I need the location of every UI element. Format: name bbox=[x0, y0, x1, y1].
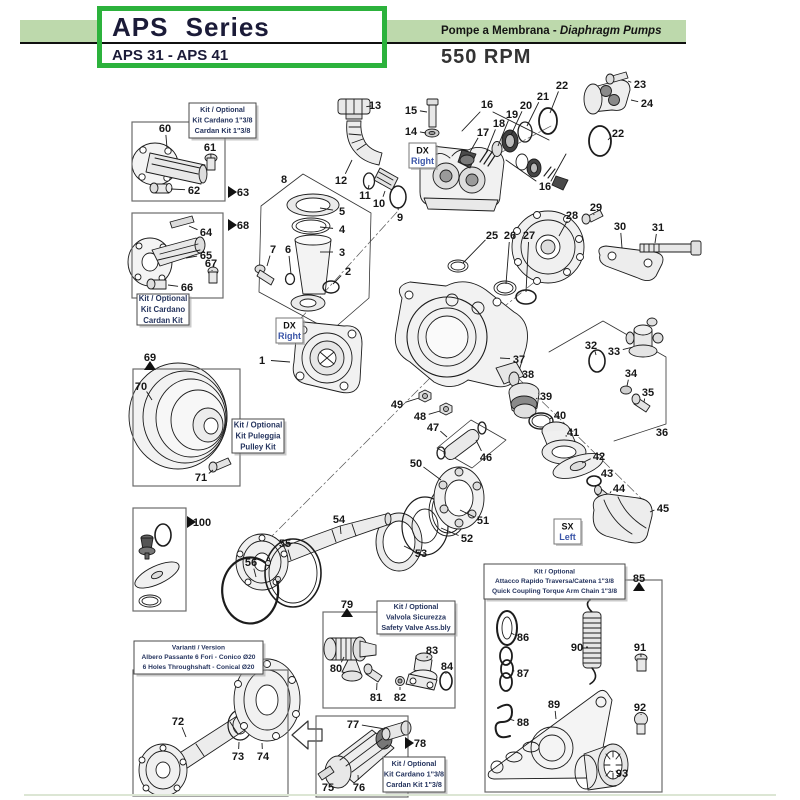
leader-line bbox=[550, 91, 558, 113]
leader-line bbox=[506, 242, 509, 284]
part-number-82: 82 bbox=[393, 692, 407, 704]
leader-line bbox=[440, 431, 447, 437]
leader-line bbox=[621, 233, 622, 248]
leader-line bbox=[189, 226, 198, 230]
part-number-45: 45 bbox=[656, 503, 670, 515]
bearing-stack-art bbox=[376, 467, 484, 571]
leader-line bbox=[627, 380, 628, 386]
part-number-89: 89 bbox=[547, 699, 561, 711]
part-number-18: 18 bbox=[492, 118, 506, 130]
part-number-48: 48 bbox=[413, 411, 427, 423]
side-label-word: Right bbox=[411, 156, 434, 166]
kit-box-label: Kit / Optional bbox=[138, 293, 188, 303]
part-number-34: 34 bbox=[624, 368, 638, 380]
part-number-38: 38 bbox=[521, 369, 535, 381]
kit-arrow-marker bbox=[228, 219, 237, 231]
leader-line bbox=[320, 227, 333, 228]
kit-arrow-marker bbox=[405, 737, 414, 749]
part-number-86: 86 bbox=[516, 632, 530, 644]
part-number-84: 84 bbox=[440, 661, 454, 673]
part-number-62: 62 bbox=[187, 185, 201, 197]
part-number-40: 40 bbox=[553, 410, 567, 422]
bearing-flange-art bbox=[512, 210, 701, 285]
part-number-24: 24 bbox=[640, 98, 654, 110]
leader-line bbox=[271, 360, 290, 362]
part-number-6: 6 bbox=[284, 244, 292, 256]
suction-elbow-art bbox=[338, 99, 406, 208]
kit-box-label: 6 Holes Throughshaft - Conical Ø20 bbox=[142, 664, 255, 671]
leader-line bbox=[168, 285, 178, 286]
part-number-93: 93 bbox=[615, 768, 629, 780]
leader-line bbox=[345, 160, 352, 174]
part-number-63: 63 bbox=[236, 187, 250, 199]
part-number-42: 42 bbox=[592, 451, 606, 463]
part-number-23: 23 bbox=[633, 79, 647, 91]
pulley-art bbox=[129, 363, 231, 472]
leader-line bbox=[383, 191, 385, 197]
leader-line bbox=[362, 725, 385, 729]
part-number-67: 67 bbox=[204, 258, 218, 270]
leader-line bbox=[463, 240, 486, 263]
part-number-69: 69 bbox=[143, 352, 157, 364]
part-number-64: 64 bbox=[199, 227, 213, 239]
diagram-artwork bbox=[128, 72, 701, 796]
part-number-10: 10 bbox=[372, 198, 386, 210]
product-line-label bbox=[441, 25, 661, 37]
part-number-47: 47 bbox=[426, 422, 440, 434]
leader-line bbox=[429, 411, 440, 414]
leader-line bbox=[631, 100, 638, 102]
part-number-55: 55 bbox=[278, 538, 292, 550]
leader-line bbox=[423, 467, 441, 480]
part-number-74: 74 bbox=[256, 751, 270, 763]
part-number-20: 20 bbox=[519, 100, 533, 112]
part-number-53: 53 bbox=[414, 548, 428, 560]
kit-box-label: Kit / Optional bbox=[393, 602, 439, 612]
kit-box-label: Quick Coupling Torque Arm Chain 1"3/8 bbox=[491, 588, 618, 595]
leader-line bbox=[289, 256, 291, 274]
valve-kit-art bbox=[131, 524, 182, 607]
side-label-word: Left bbox=[559, 532, 576, 542]
part-number-88: 88 bbox=[516, 717, 530, 729]
part-number-7: 7 bbox=[269, 244, 277, 256]
part-number-70: 70 bbox=[134, 381, 148, 393]
piston-pin-art bbox=[437, 420, 506, 468]
part-number-16: 16 bbox=[480, 99, 494, 111]
leader-line bbox=[644, 398, 645, 402]
kit-box-label: Valvola Sicurezza bbox=[386, 612, 446, 622]
series-subtitle: APS 31 - APS 41 bbox=[112, 47, 229, 64]
side-label-code: DX bbox=[283, 320, 296, 331]
part-number-51: 51 bbox=[476, 515, 490, 527]
part-number-8: 8 bbox=[280, 174, 288, 186]
part-number-56: 56 bbox=[244, 557, 258, 569]
part-number-32: 32 bbox=[584, 340, 598, 352]
part-number-81: 81 bbox=[369, 692, 383, 704]
part-number-83: 83 bbox=[425, 645, 439, 657]
kit-arrow-marker bbox=[228, 186, 237, 198]
side-label-code: SX bbox=[561, 521, 574, 532]
part-number-80: 80 bbox=[329, 663, 343, 675]
kit-box-label: Varianti / Version bbox=[171, 644, 226, 652]
part-number-60: 60 bbox=[158, 123, 172, 135]
through-shaft-art bbox=[139, 659, 322, 796]
part-number-68: 68 bbox=[236, 220, 250, 232]
page-title: APS Series bbox=[112, 12, 270, 42]
side-label-code: DX bbox=[416, 145, 429, 156]
kit-box-label: Kit / Optional bbox=[233, 420, 283, 430]
kit-box-label: Kit Puleggia bbox=[235, 431, 281, 441]
part-number-1: 1 bbox=[258, 355, 266, 367]
kit-box-label: Kit / Optional bbox=[200, 105, 245, 115]
part-number-90: 90 bbox=[570, 642, 584, 654]
part-number-15: 15 bbox=[404, 105, 418, 117]
kit-box-label: Attacco Rapido Traversa/Catena 1"3/8 bbox=[495, 578, 614, 586]
part-number-41: 41 bbox=[566, 427, 580, 439]
part-number-76: 76 bbox=[352, 782, 366, 794]
pump-body-art bbox=[395, 282, 527, 415]
part-number-29: 29 bbox=[589, 202, 603, 214]
part-number-28: 28 bbox=[565, 210, 579, 222]
part-number-22: 22 bbox=[611, 128, 625, 140]
part-number-36: 36 bbox=[655, 427, 669, 439]
leader-line bbox=[368, 185, 369, 189]
kit-box-label: Cardan Kit 1"3/8 bbox=[386, 779, 442, 789]
part-number-35: 35 bbox=[641, 387, 655, 399]
part-number-75: 75 bbox=[321, 782, 335, 794]
part-number-26: 26 bbox=[503, 230, 517, 242]
region-box bbox=[133, 508, 186, 611]
kit-box-label: Albero Passante 6 Fori - Conico Ø20 bbox=[141, 654, 256, 662]
leader-line bbox=[476, 440, 481, 451]
kit-box-label: Kit Cardano 1"3/8 bbox=[192, 115, 253, 125]
part-number-30: 30 bbox=[613, 221, 627, 233]
part-number-100: 100 bbox=[192, 517, 212, 529]
part-number-72: 72 bbox=[171, 716, 185, 728]
leader-line bbox=[500, 358, 510, 359]
part-number-13: 13 bbox=[368, 100, 382, 112]
part-number-2: 2 bbox=[344, 266, 352, 278]
part-number-19: 19 bbox=[505, 109, 519, 121]
kit-box-label: Pulley Kit bbox=[240, 442, 276, 452]
part-number-44: 44 bbox=[612, 483, 626, 495]
leader-line bbox=[550, 418, 552, 419]
part-number-73: 73 bbox=[231, 751, 245, 763]
part-number-43: 43 bbox=[600, 468, 614, 480]
leader-line bbox=[171, 189, 185, 190]
leader-line bbox=[182, 727, 186, 737]
part-number-39: 39 bbox=[539, 391, 553, 403]
kit-box-label: Cardan Kit bbox=[143, 315, 183, 325]
part-number-50: 50 bbox=[409, 458, 423, 470]
leader-line bbox=[610, 491, 611, 493]
part-number-87: 87 bbox=[516, 668, 530, 680]
part-number-79: 79 bbox=[340, 599, 354, 611]
part-number-49: 49 bbox=[390, 399, 404, 411]
part-number-66: 66 bbox=[180, 282, 194, 294]
part-number-71: 71 bbox=[194, 472, 208, 484]
product-line-en: Diaphragm Pumps bbox=[559, 25, 662, 37]
part-number-14: 14 bbox=[404, 126, 418, 138]
part-number-21: 21 bbox=[536, 91, 550, 103]
part-number-31: 31 bbox=[651, 222, 665, 234]
product-line-it: Pompe a Membrana - bbox=[441, 25, 560, 37]
leader-line bbox=[420, 111, 427, 112]
kit-box-label: Kit / Optional bbox=[533, 568, 576, 576]
leader-line bbox=[406, 398, 419, 402]
part-number-9: 9 bbox=[396, 212, 404, 224]
part-number-33: 33 bbox=[607, 346, 621, 358]
part-number-16: 16 bbox=[538, 181, 552, 193]
part-number-46: 46 bbox=[479, 452, 493, 464]
part-number-77: 77 bbox=[346, 719, 360, 731]
leader-line bbox=[655, 234, 656, 243]
side-label-word: Right bbox=[278, 331, 301, 341]
part-number-25: 25 bbox=[485, 230, 499, 242]
part-number-54: 54 bbox=[332, 514, 346, 526]
leader-line bbox=[555, 711, 556, 719]
part-number-3: 3 bbox=[338, 247, 346, 259]
part-number-92: 92 bbox=[633, 702, 647, 714]
part-number-37: 37 bbox=[512, 354, 526, 366]
part-number-78: 78 bbox=[413, 738, 427, 750]
outlet-fitting-art bbox=[549, 318, 669, 441]
part-number-4: 4 bbox=[338, 224, 346, 236]
quick-coupling-art bbox=[488, 600, 647, 790]
part-number-52: 52 bbox=[460, 533, 474, 545]
part-number-65: 65 bbox=[199, 250, 213, 262]
part-number-22: 22 bbox=[555, 80, 569, 92]
kit-box-label: Safety Valve Ass.bly bbox=[381, 622, 451, 632]
kit-box-label: Cardan Kit 1"3/8 bbox=[194, 125, 251, 135]
part-number-11: 11 bbox=[359, 190, 371, 202]
kit-box-label: Kit Cardano bbox=[140, 304, 186, 314]
part-number-27: 27 bbox=[522, 230, 536, 242]
rpm-label: 550 RPM bbox=[441, 46, 532, 68]
part-number-91: 91 bbox=[633, 642, 647, 654]
part-number-17: 17 bbox=[476, 127, 490, 139]
leader-line bbox=[628, 81, 631, 82]
part-number-12: 12 bbox=[334, 175, 348, 187]
footer-rule bbox=[24, 794, 776, 796]
leader-line bbox=[267, 256, 270, 266]
part-number-61: 61 bbox=[203, 142, 217, 154]
kit-box-label: Kit / Optional bbox=[391, 759, 437, 769]
kit-box-label: Kit Cardano 1"3/8 bbox=[383, 769, 445, 779]
part-number-85: 85 bbox=[632, 573, 646, 585]
part-number-5: 5 bbox=[338, 206, 346, 218]
